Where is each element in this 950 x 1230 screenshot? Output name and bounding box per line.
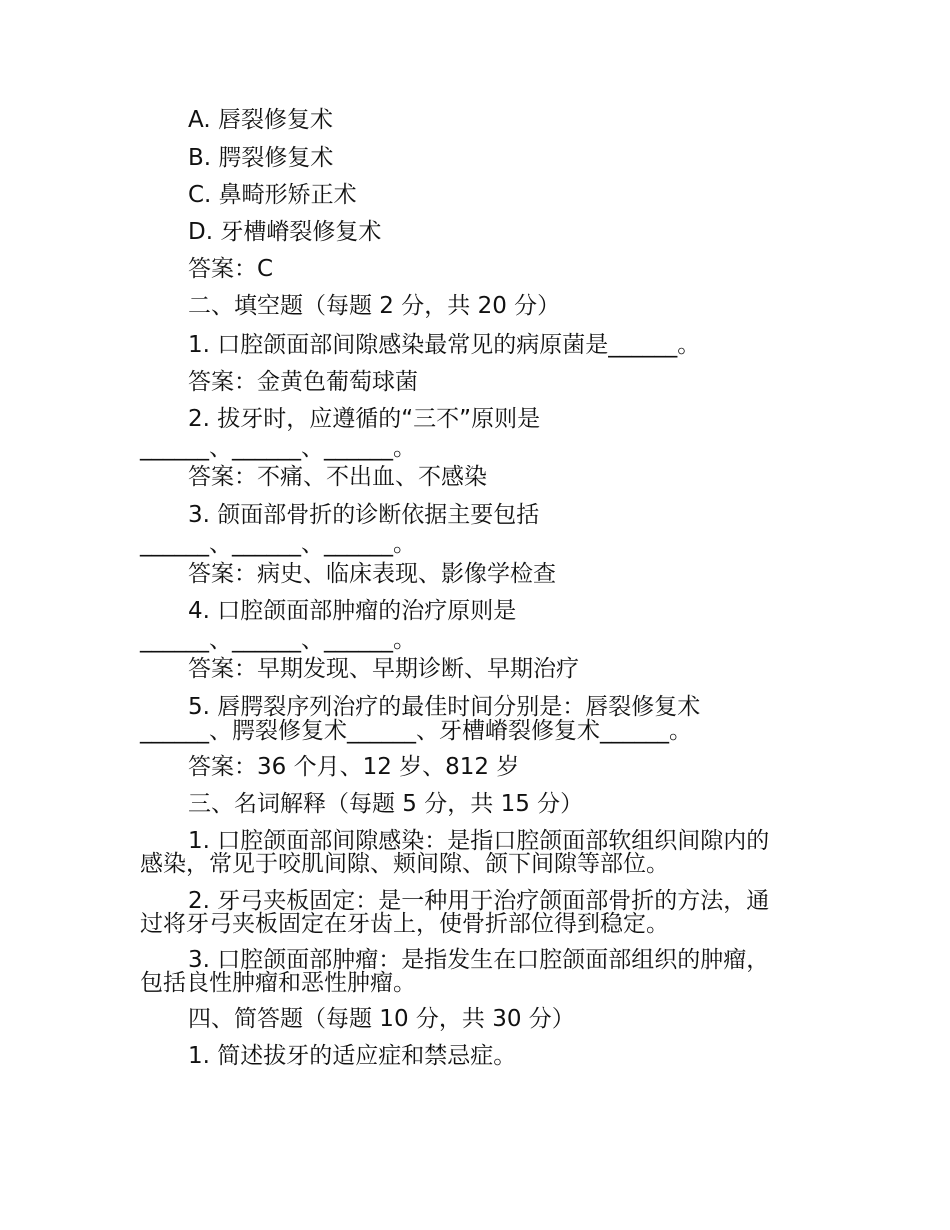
- fill-question-5: 5. 唇腭裂序列治疗的最佳时间分别是：唇裂修复术: [188, 694, 701, 720]
- fill-answer-2: 答案：不痛、不出血、不感染: [188, 464, 487, 490]
- term-3-continued: 包括良性肿瘤和恶性肿瘤。: [140, 970, 416, 996]
- term-3: 3. 口腔颌面部肿瘤：是指发生在口腔颌面部组织的肿瘤，: [188, 947, 770, 973]
- fill-answer-4: 答案：早期发现、早期诊断、早期治疗: [188, 656, 579, 682]
- section-terms-heading: 三、名词解释（每题 5 分，共 15 分）: [188, 791, 584, 817]
- mc-answer: 答案：C: [188, 256, 274, 282]
- fill-question-2: 2. 拔牙时，应遵循的“三不”原则是: [188, 406, 541, 432]
- fill-answer-5: 答案：36 个月、12 岁、812 岁: [188, 754, 520, 780]
- fill-answer-1: 答案：金黄色葡萄球菌: [188, 369, 418, 395]
- fill-question-5-blanks: ______、腭裂修复术______、牙槽嵴裂修复术______。: [140, 718, 692, 744]
- option-b: B. 腭裂修复术: [188, 145, 334, 171]
- option-c: C. 鼻畸形矫正术: [188, 182, 357, 208]
- fill-question-3-blanks: ______、______、______。: [140, 531, 416, 557]
- section-fill-blank-heading: 二、填空题（每题 2 分，共 20 分）: [188, 293, 561, 319]
- term-2: 2. 牙弓夹板固定：是一种用于治疗颌面部骨折的方法，通: [188, 888, 770, 914]
- option-d: D. 牙槽嵴裂修复术: [188, 219, 382, 245]
- term-1: 1. 口腔颌面部间隙感染：是指口腔颌面部软组织间隙内的: [188, 828, 770, 854]
- fill-question-4-blanks: ______、______、______。: [140, 627, 416, 653]
- fill-question-3: 3. 颌面部骨折的诊断依据主要包括: [188, 502, 540, 528]
- fill-question-4: 4. 口腔颌面部肿瘤的治疗原则是: [188, 598, 517, 624]
- short-answer-question-1: 1. 简述拔牙的适应症和禁忌症。: [188, 1043, 517, 1069]
- term-2-continued: 过将牙弓夹板固定在牙齿上，使骨折部位得到稳定。: [140, 911, 669, 937]
- fill-question-1: 1. 口腔颌面部间隙感染最常见的病原菌是______。: [188, 332, 701, 358]
- term-1-continued: 感染，常见于咬肌间隙、颊间隙、颌下间隙等部位。: [140, 851, 669, 877]
- fill-answer-3: 答案：病史、临床表现、影像学检查: [188, 561, 556, 587]
- option-a: A. 唇裂修复术: [188, 107, 333, 133]
- section-short-answer-heading: 四、简答题（每题 10 分，共 30 分）: [188, 1006, 575, 1032]
- fill-question-2-blanks: ______、______、______。: [140, 435, 416, 461]
